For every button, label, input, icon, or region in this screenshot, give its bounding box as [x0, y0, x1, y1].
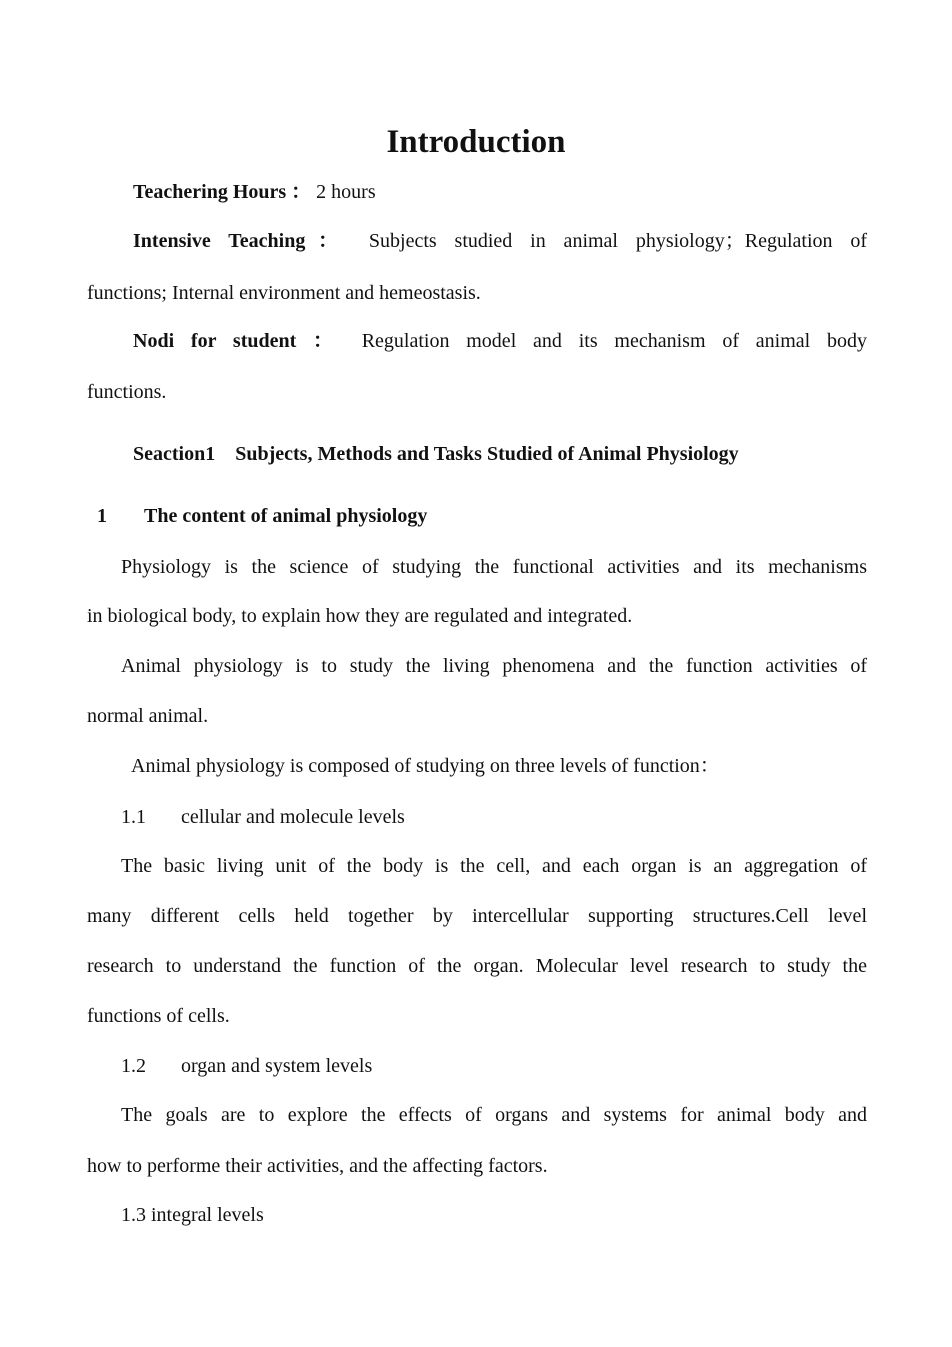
nodi-label: Nodi for student ：: [133, 330, 345, 352]
paragraph-2-line-1: Animal physiology is to study the living phenomena and the function activities of: [121, 655, 867, 677]
paragraph-5-line-1: The goals are to explore the effects of organs and systems for animal body and: [121, 1104, 867, 1126]
nodi-line-1: [133, 328, 867, 354]
paragraph-4-line-1: The basic living unit of the body is the cell, and each organ is an aggregation of: [121, 855, 867, 877]
heading-1-2: [121, 1053, 867, 1079]
paragraph-5-line-2: how to performe their activities, and the affecting factors.: [87, 1155, 548, 1177]
paragraph-4-line-2: many different cells held together by intercellular supporting structures.Cell level: [87, 905, 867, 927]
paragraph-1-line-1: Physiology is the science of studying the functional activities and its mechanisms: [121, 556, 867, 578]
subsection-heading: [97, 503, 877, 529]
intensive-teaching-text: Subjects studied in animal physiology；Regulation of: [368, 230, 868, 252]
page-title: Introduction: [386, 124, 566, 160]
subsection-title: The content of animal physiology: [144, 505, 428, 527]
heading-1-2-number: 1.2: [121, 1055, 146, 1077]
intensive-teaching-label: Intensive Teaching：: [133, 230, 352, 252]
intensive-teaching-line-2: functions; Internal environment and hemeostasis.: [87, 282, 481, 304]
heading-1-2-text: organ and system levels: [181, 1055, 373, 1077]
paragraph-4-line-3: research to understand the function of the organ. Molecular level research to study the: [87, 955, 867, 977]
nodi-line-2: functions.: [87, 381, 167, 403]
heading-1-1-number: 1.1: [121, 806, 146, 828]
teaching-hours-line: [133, 179, 867, 205]
subsection-number: 1: [97, 505, 107, 527]
heading-1-1-text: cellular and molecule levels: [181, 806, 405, 828]
heading-1-1: [121, 804, 867, 830]
teaching-hours-label: Teachering Hours ：: [133, 181, 312, 203]
paragraph-4-line-4: functions of cells.: [87, 1005, 230, 1027]
paragraph-3: Animal physiology is composed of studying on three levels of function：: [131, 755, 720, 777]
paragraph-2-line-2: normal animal.: [87, 705, 209, 727]
teaching-hours-value: 2 hours: [316, 181, 376, 203]
heading-1-3: 1.3 integral levels: [121, 1204, 264, 1226]
intensive-teaching-line-1: [133, 228, 867, 254]
paragraph-1-line-2: in biological body, to explain how they are regulated and integrated.: [87, 605, 633, 627]
section-heading: Seaction1 Subjects, Methods and Tasks Studied of Animal Physiology: [133, 443, 739, 465]
nodi-text: Regulation model and its mechanism of animal body: [361, 330, 868, 352]
